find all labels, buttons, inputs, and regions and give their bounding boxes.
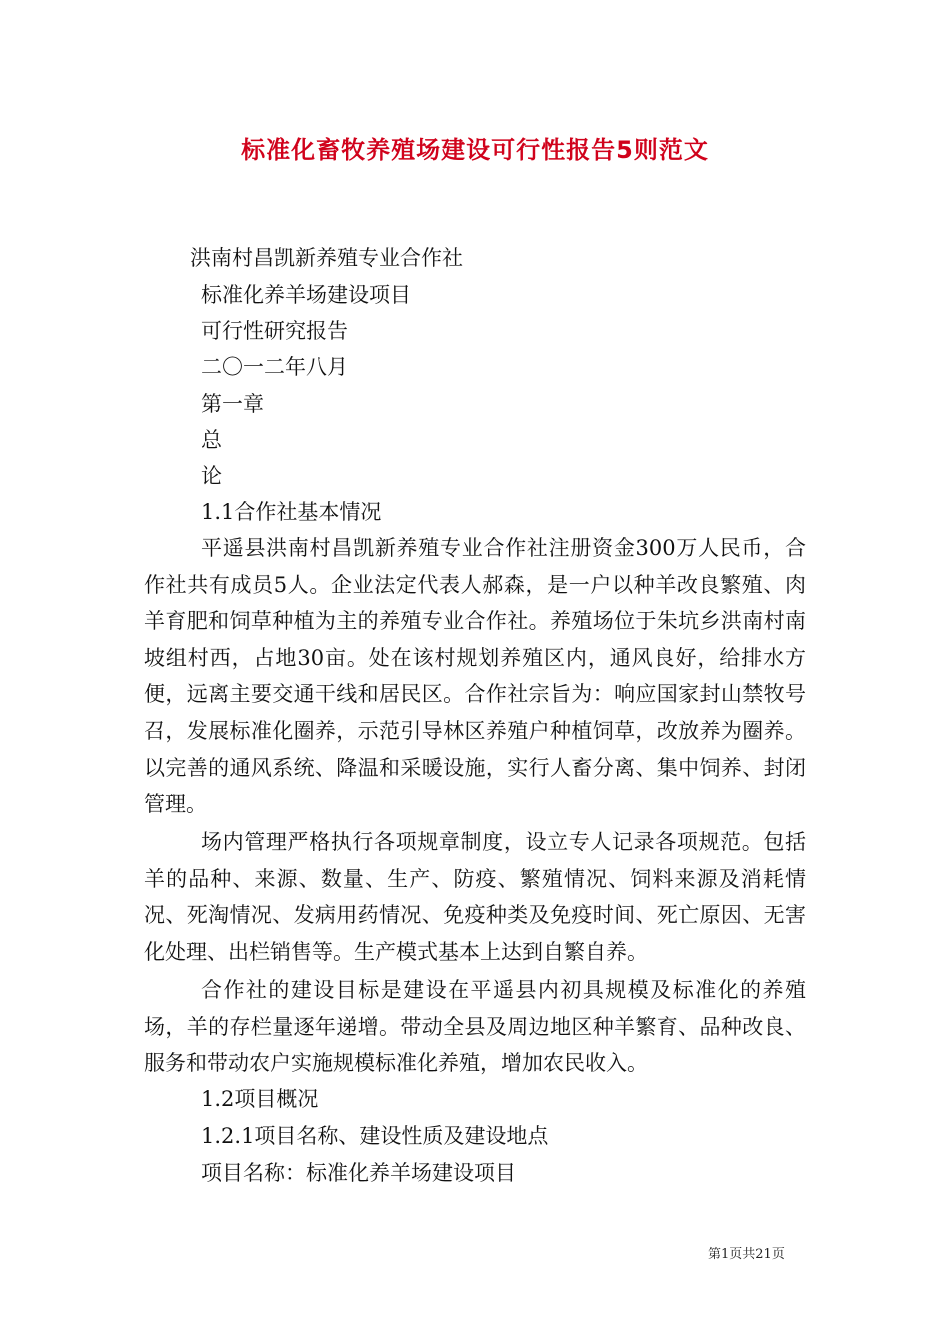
chapter-title-part-1: 总 [201,428,222,452]
cover-line-cooperative: 洪南村昌凯新养殖专业合作社 [190,246,463,270]
section-heading-1-2-1: 1.2.1项目名称、建设性质及建设地点 [201,1124,549,1148]
section-heading-1-2: 1.2项目概况 [201,1087,319,1111]
cover-line-project: 标准化养羊场建设项目 [201,283,411,307]
chapter-heading: 第一章 [201,392,264,416]
section-heading-1-1: 1.1合作社基本情况 [201,500,382,524]
paragraph-goals: 合作社的建设目标是建设在平遥县内初具规模及标准化的养殖场，羊的存栏量逐年递增。带动全县及周边地区种羊繁育、品种改良、服务和带动农户实施规模标准化养殖，增加农民收入。 [144,978,806,1076]
cover-line-report: 可行性研究报告 [201,319,348,343]
project-name-line: 项目名称：标准化养羊场建设项目 [201,1161,516,1185]
cover-line-date: 二〇一二年八月 [201,355,348,379]
document-title: 标准化畜牧养殖场建设可行性报告5则范文 [241,136,709,164]
paragraph-basic-info: 平遥县洪南村昌凯新养殖专业合作社注册资金300万人民币，合作社共有成员5人。企业法定代表人郝森，是一户以种羊改良繁殖、肉羊育肥和饲草种植为主的养殖专业合作社。养殖场位于朱坑乡洪南村南坡组村西，占地30亩。处在该村规划养殖区内，通风良好，给排水方便，远离主要交通干线和居民区。合作社宗旨为：响应国家封山禁牧号召，发展标准化圈养，示范引导林区养殖户种植饲草，改放养为圈养。以完善的通风系统、降温和采暖设施，实行人畜分离、集中饲养、封闭管理。 [144,536,806,817]
chapter-title-part-2: 论 [201,464,222,488]
paragraph-management: 场内管理严格执行各项规章制度，设立专人记录各项规范。包括羊的品种、来源、数量、生产、防疫、繁殖情况、饲料来源及消耗情况、死淘情况、发病用药情况、免疫种类及免疫时间、死亡原因、无害化处理、出栏销售等。生产模式基本上达到自繁自养。 [144,830,806,964]
page-footer: 第1页共21页 [708,1247,785,1262]
